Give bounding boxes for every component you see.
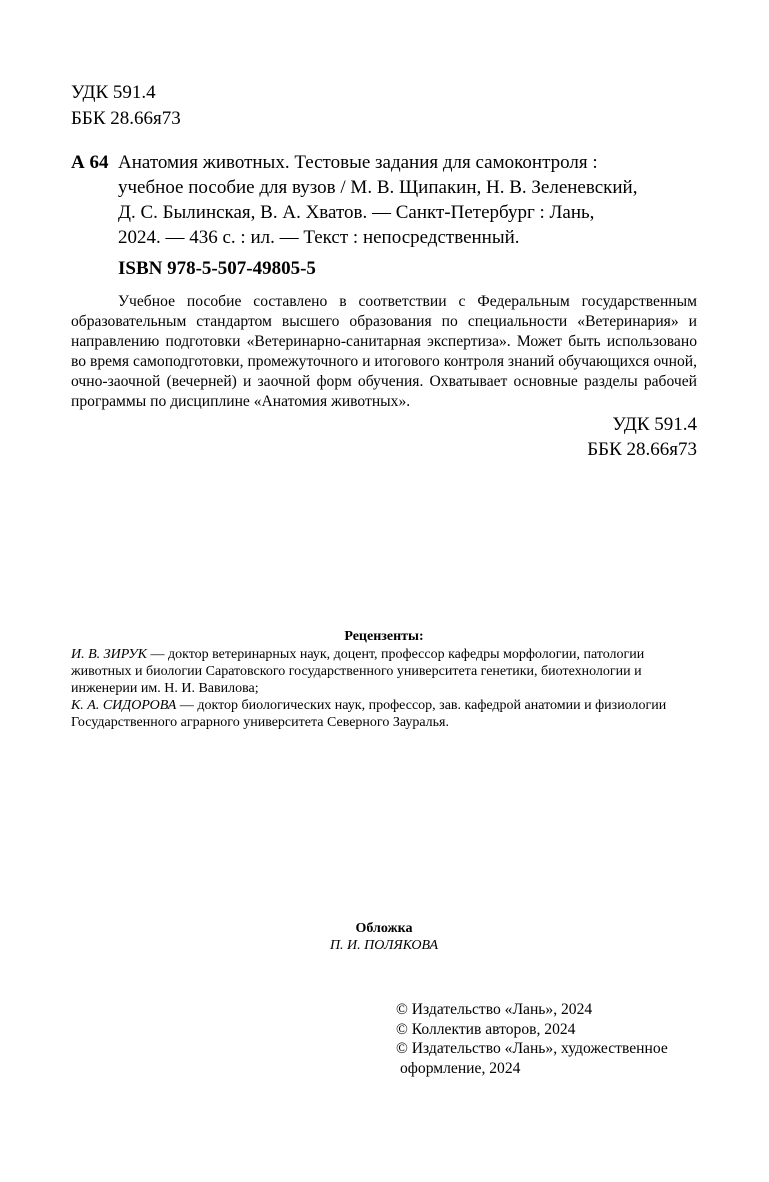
bib-line: Д. С. Былинская, В. А. Хватов. — Санкт-Петербург : Лань, (118, 202, 595, 223)
bib-line: Анатомия животных. Тестовые задания для самоконтроля : (118, 152, 598, 173)
reviewer-entry (71, 646, 697, 697)
reviewer-name: И. В. ЗИРУК (71, 647, 147, 662)
udk-code-right: УДК 591.4 (612, 414, 697, 435)
author-mark: А 64 (71, 152, 109, 173)
bib-line: учебное пособие для вузов / М. В. Щипакин, Н. В. Зеленевский, (118, 177, 638, 198)
copyright-line: © Издательство «Лань», 2024 (396, 1001, 593, 1018)
cover-credit (71, 920, 697, 954)
reviewer-description: — доктор ветеринарных наук, доцент, профессор кафедры морфологии, патологии животных и биологии Саратовского государственного университета генетики, биотехнологии и инженерии им. Н. И. Вавилова; (71, 647, 645, 696)
bib-line: 2024. — 436 с. : ил. — Текст : непосредственный. (118, 227, 520, 248)
bbk-code-right: ББК 28.66я73 (587, 439, 697, 460)
bibliographic-description (118, 150, 697, 250)
reviewers-heading: Рецензенты: (344, 629, 424, 644)
reviewers-section (71, 628, 697, 731)
udk-bbk-header (71, 80, 181, 132)
reviewer-name: К. А. СИДОРОВА (71, 698, 177, 713)
catalog-entry (71, 150, 697, 250)
copyright-line: © Издательство «Лань», художественное (396, 1040, 668, 1057)
reviewer-description: — доктор биологических наук, профессор, зав. кафедрой анатомии и физиологии Государственного аграрного университета Северного Зауралья. (71, 698, 667, 730)
copyright-line: © Коллектив авторов, 2024 (396, 1020, 576, 1038)
isbn: ISBN 978-5-507-49805-5 (118, 258, 316, 279)
cover-heading: Обложка (355, 921, 413, 936)
cover-designer: П. И. ПОЛЯКОВА (329, 938, 439, 953)
copyright-line: оформление, 2024 (400, 1059, 521, 1077)
annotation (71, 292, 697, 412)
bbk-code: ББК 28.66я73 (71, 108, 181, 129)
udk-bbk-footer (520, 412, 697, 462)
copyright-block (396, 1000, 696, 1078)
reviewer-entry (71, 697, 697, 731)
annotation-text: Учебное пособие составлено в соответствии с Федеральным государственным образовательным стандартом высшего образования по специальности «Ветеринария» и направлению подготовки «Ветеринарно-санитарная экспертиза». Может быть использовано во время самоподготовки, промежуточного и итогового контроля знаний обучающихся очной, очно-заочной (вечерней) и заочной форм обучения. Охватывает основные разделы рабочей программы по дисциплине «Анатомия животных». (71, 293, 697, 410)
udk-code: УДК 591.4 (71, 82, 156, 103)
